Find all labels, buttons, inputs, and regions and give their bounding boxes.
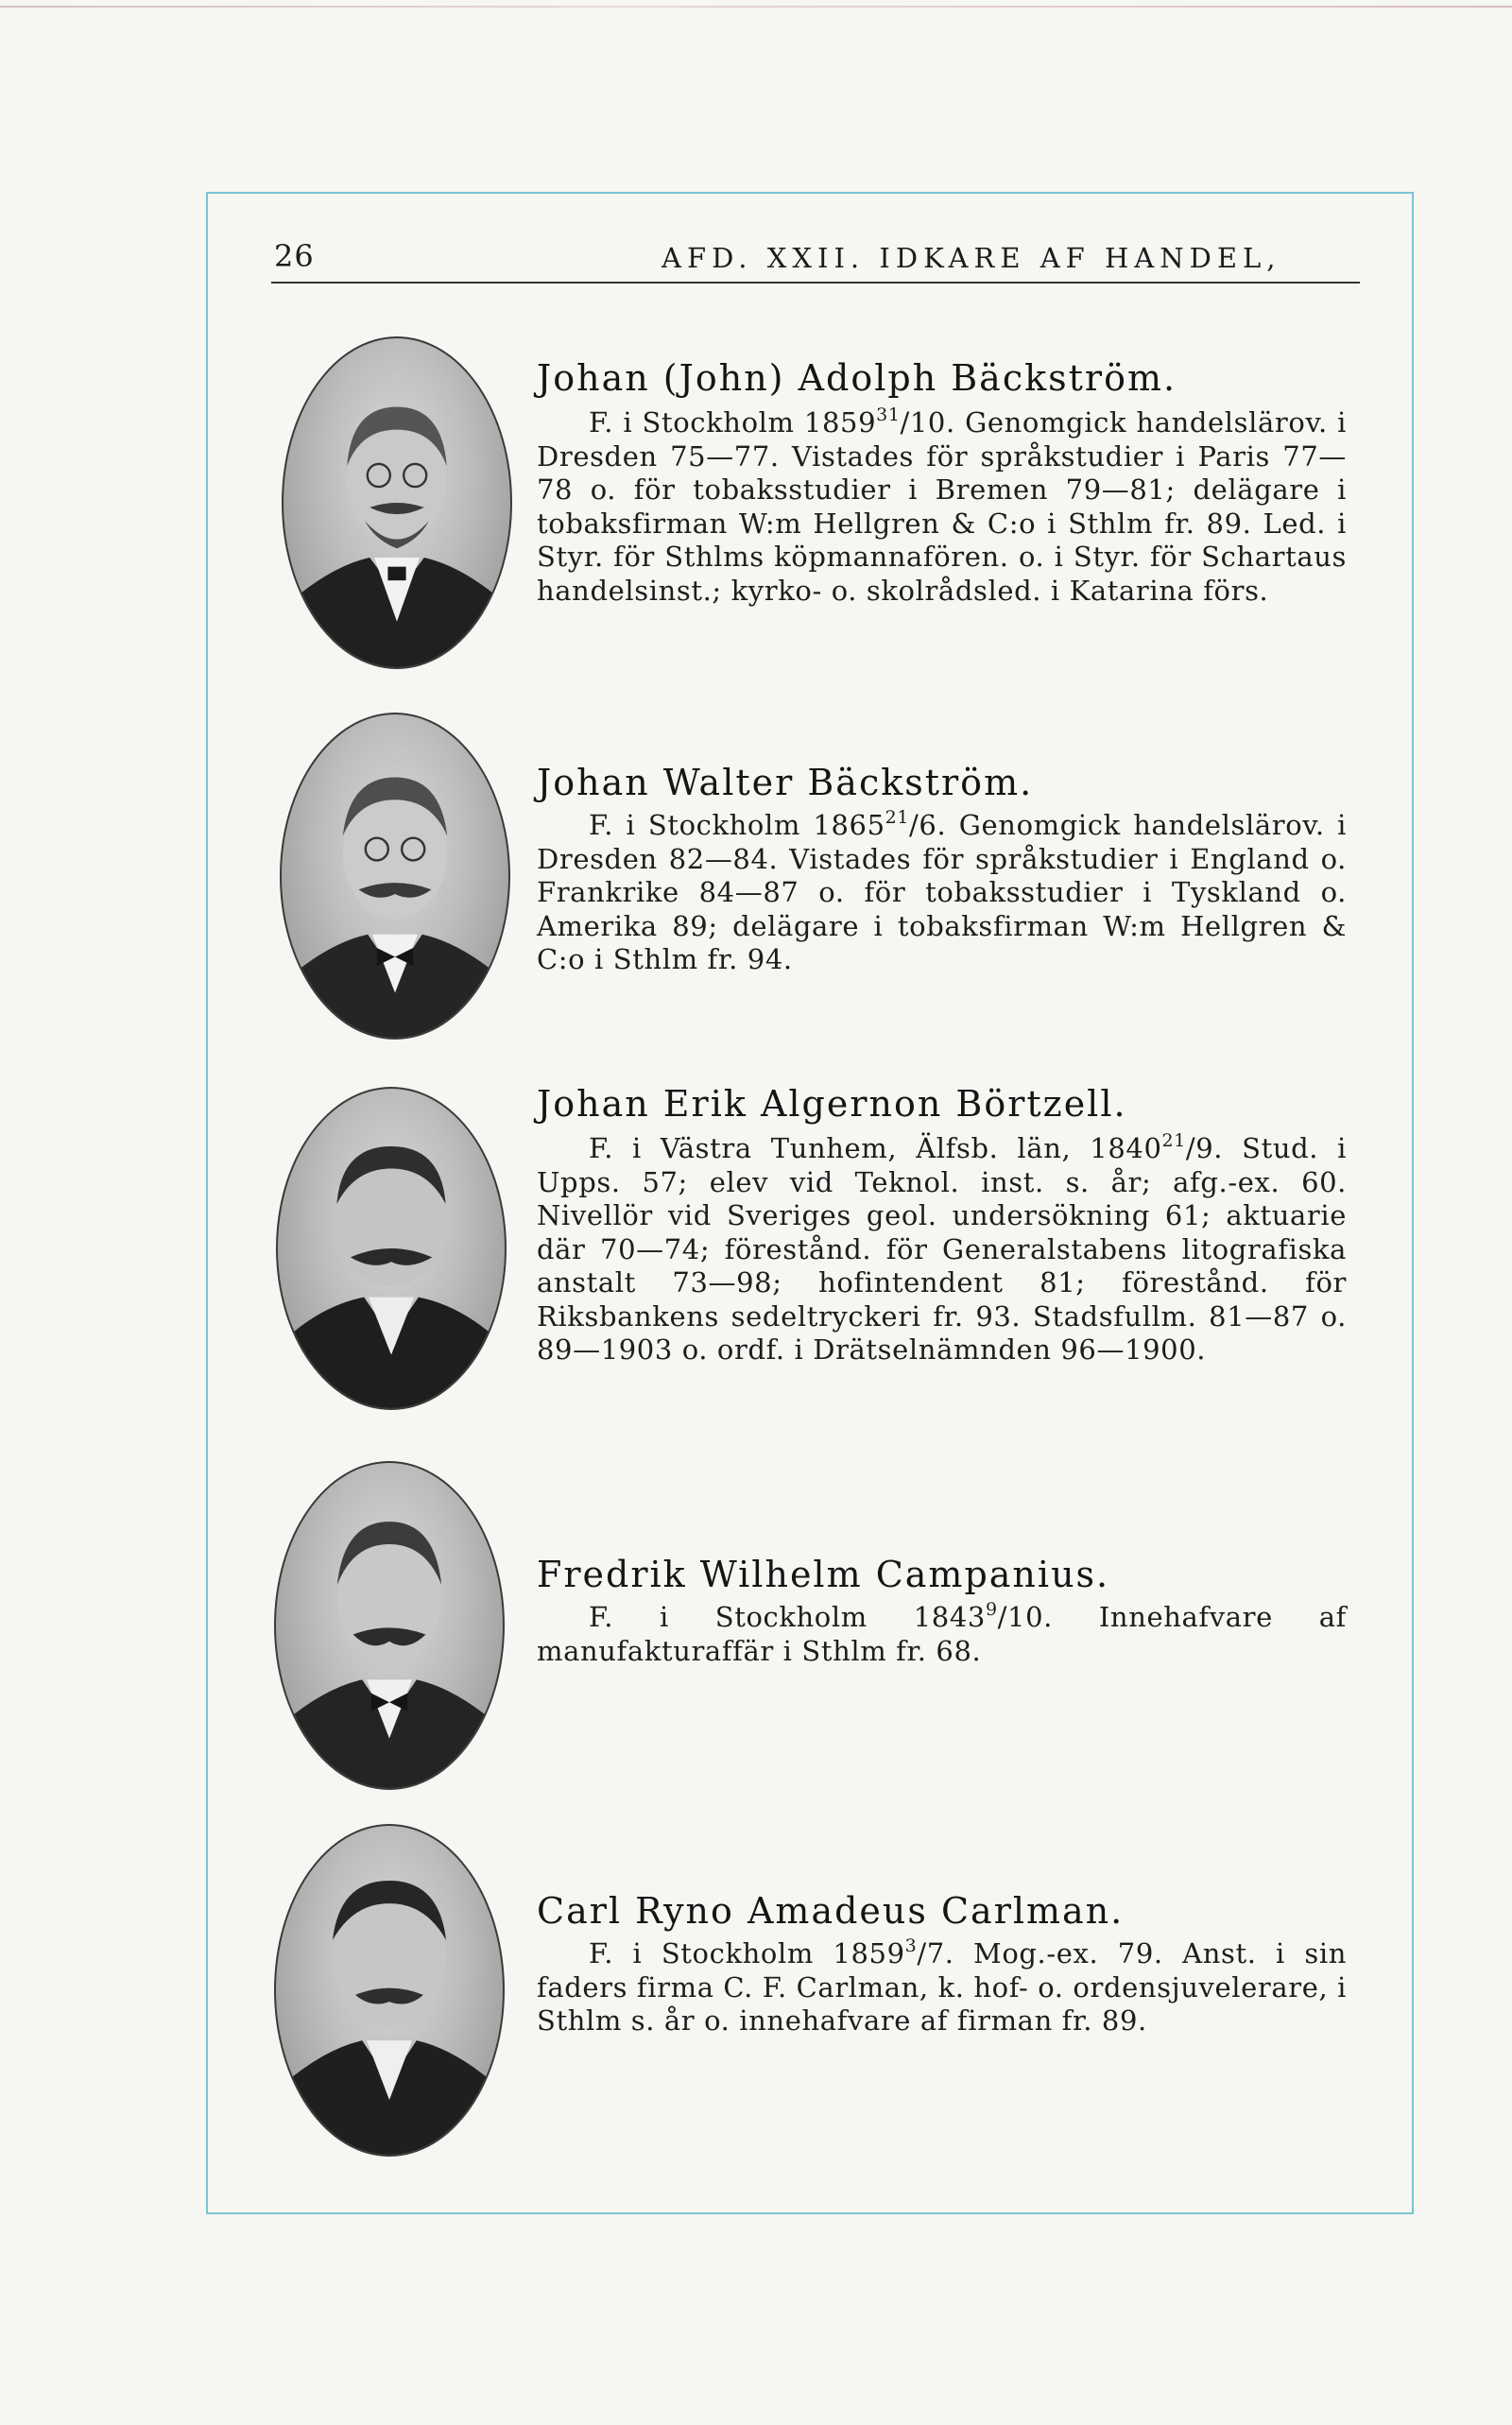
person-name: Fredrik Wilhelm Campanius. bbox=[537, 1554, 1110, 1595]
biography-text bbox=[537, 406, 1347, 608]
person-name: Carl Ryno Amadeus Carlman. bbox=[537, 1890, 1125, 1932]
running-title: AFD. XXII. IDKARE AF HANDEL, bbox=[662, 242, 1281, 274]
bio-text-start: F. i Stockholm 1859 bbox=[589, 406, 877, 439]
bio-text-rest: /7. Mog.-ex. 79. Anst. i sin faders firma C. F. Carlman, k. hof- o. ordensjuvelerare, i Sthlm s. år o. innehafvare af firman fr. 89. bbox=[537, 1937, 1347, 2037]
bio-text-start: F. i Stockholm 1843 bbox=[589, 1601, 986, 1633]
portrait-figure bbox=[282, 714, 508, 1038]
bio-text-rest: /10. Innehafvare af manufakturaffär i Sthlm fr. 68. bbox=[537, 1601, 1347, 1667]
person-name: Johan Erik Algernon Börtzell. bbox=[537, 1083, 1127, 1125]
person-name: Johan (John) Adolph Bäckström. bbox=[537, 357, 1177, 399]
portrait-figure bbox=[276, 1826, 503, 2155]
bio-text-rest: /10. Genomgick handelslärov. i Dresden 75—77. Vistades för språkstudier i Paris 77—78 o. för tobaksstudier i Bremen 79—81; delägare i tobaksfirman W:m Hellgren & C:o i Sthlm fr. 89. Led. i Styr. för Sthlms köpmannafören. o. i Styr. för Schartaus handelsinst.; kyrko- o. skolrådsled. i Katarina förs. bbox=[537, 406, 1347, 607]
bio-date-superscript: 21 bbox=[885, 807, 910, 828]
portrait-photo bbox=[276, 1087, 507, 1410]
biography-text bbox=[537, 1601, 1347, 1668]
biography-text bbox=[537, 809, 1347, 977]
biography-text bbox=[537, 1132, 1347, 1367]
portrait-figure bbox=[276, 1463, 503, 1788]
bio-date-superscript: 9 bbox=[985, 1599, 998, 1620]
portrait-photo bbox=[274, 1824, 505, 2157]
bio-text-start: F. i Stockholm 1859 bbox=[589, 1937, 905, 1969]
portrait-figure bbox=[278, 1089, 505, 1408]
bio-text-rest: /6. Genomgick handelslärov. i Dresden 82—84. Vistades för språkstudier i England o. Frankrike 84—87 o. för tobaksstudier i Tyskland o. Amerika 89; delägare i tobaksfirman W:m Hellgren & C:o i Sthlm fr. 94. bbox=[537, 809, 1347, 975]
bio-date-superscript: 31 bbox=[876, 404, 901, 425]
bio-text-start: F. i Västra Tunhem, Älfsb. län, 1840 bbox=[589, 1132, 1162, 1164]
page-top-edge bbox=[0, 6, 1512, 8]
bio-date-superscript: 3 bbox=[904, 1935, 918, 1956]
person-name: Johan Walter Bäckström. bbox=[537, 762, 1034, 803]
portrait-photo bbox=[280, 713, 510, 1040]
running-header bbox=[271, 231, 1360, 284]
portrait-figure bbox=[284, 338, 510, 667]
bio-date-superscript: 21 bbox=[1161, 1130, 1186, 1151]
portrait-photo bbox=[274, 1461, 505, 1790]
page-number: 26 bbox=[274, 238, 315, 274]
bio-text-rest: /9. Stud. i Upps. 57; elev vid Teknol. inst. s. år; afg.-ex. 60. Nivellör vid Sveriges geol. undersökning 61; aktuarie där 70—74; förestånd. för Generalstabens litografiska anstalt 73—98; hofintendent 81; förestånd. för Riksbankens sedeltryckeri fr. 93. Stadsfullm. 81—87 o. 89—1903 o. ordf. i Drätselnämnden 96—1900. bbox=[537, 1132, 1347, 1366]
portrait-photo bbox=[282, 336, 512, 669]
biography-text bbox=[537, 1937, 1347, 2038]
bio-text-start: F. i Stockholm 1865 bbox=[589, 809, 885, 841]
